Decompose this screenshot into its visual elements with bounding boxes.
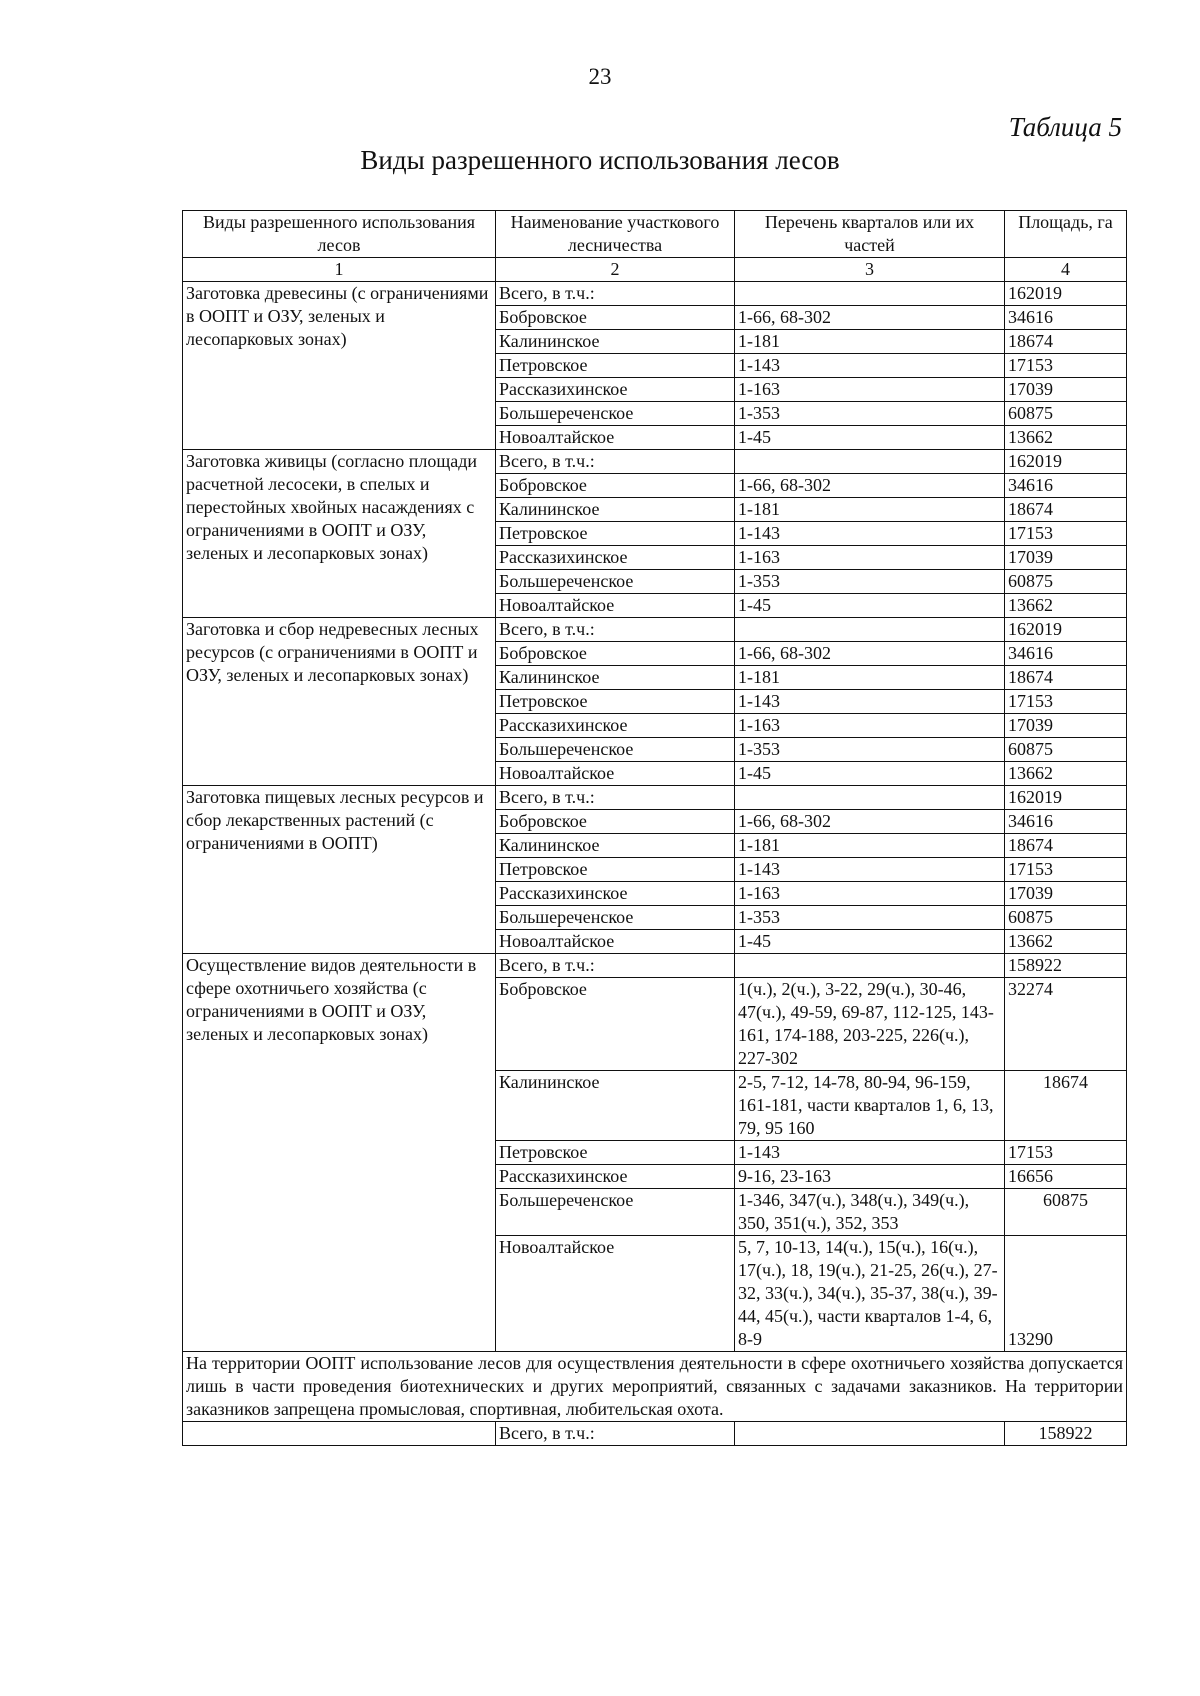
- forestry-cell: Большереченское: [496, 1189, 735, 1236]
- forestry-cell: Петровское: [496, 1141, 735, 1165]
- header-blocks: Перечень кварталов или их частей: [735, 211, 1005, 258]
- header-forestry: Наименование участкового лесничества: [496, 211, 735, 258]
- forestry-cell: Всего, в т.ч.:: [496, 618, 735, 642]
- header-use-type: Виды разрешенного использования лесов: [183, 211, 496, 258]
- area-cell: 17039: [1005, 546, 1127, 570]
- forestry-cell: Бобровское: [496, 978, 735, 1071]
- forestry-cell: Новоалтайское: [496, 426, 735, 450]
- blocks-cell: 1-143: [735, 858, 1005, 882]
- blocks-cell: 1-163: [735, 882, 1005, 906]
- forestry-cell: Новоалтайское: [496, 594, 735, 618]
- area-cell: 162019: [1005, 618, 1127, 642]
- blocks-cell: 1-181: [735, 330, 1005, 354]
- forestry-cell: Новоалтайское: [496, 762, 735, 786]
- area-cell: 17153: [1005, 1141, 1127, 1165]
- use-type-cell: Осуществление видов деятельности в сфере охотничьего хозяйства (с ограничениями в ООПТ и ОЗУ, зеленых и лесопарковых зонах): [183, 954, 496, 1352]
- table-row: [183, 786, 1127, 810]
- blocks-cell: 9-16, 23-163: [735, 1165, 1005, 1189]
- total-forestry-cell: Всего, в т.ч.:: [496, 1422, 735, 1446]
- blocks-cell: [735, 786, 1005, 810]
- forestry-cell: Бобровское: [496, 474, 735, 498]
- area-cell: 162019: [1005, 282, 1127, 306]
- column-number: 4: [1005, 258, 1127, 282]
- area-cell: 17153: [1005, 858, 1127, 882]
- area-cell: 60875: [1005, 738, 1127, 762]
- area-cell: 13290: [1005, 1236, 1127, 1352]
- header-area: Площадь, га: [1005, 211, 1127, 258]
- area-cell: 60875: [1005, 570, 1127, 594]
- blocks-cell: 1-353: [735, 402, 1005, 426]
- blocks-cell: 1-163: [735, 714, 1005, 738]
- forestry-cell: Бобровское: [496, 306, 735, 330]
- forestry-cell: Петровское: [496, 690, 735, 714]
- blocks-cell: 1-143: [735, 690, 1005, 714]
- area-cell: 18674: [1005, 1071, 1127, 1141]
- table-row: [183, 282, 1127, 306]
- total-area-cell: 158922: [1005, 1422, 1127, 1446]
- area-cell: 60875: [1005, 402, 1127, 426]
- forestry-cell: Всего, в т.ч.:: [496, 450, 735, 474]
- blocks-cell: 1-353: [735, 570, 1005, 594]
- table-row: [183, 954, 1127, 978]
- forestry-cell: Большереченское: [496, 738, 735, 762]
- blocks-cell: 1-45: [735, 930, 1005, 954]
- blocks-cell: 1-143: [735, 1141, 1005, 1165]
- blocks-cell: 1-353: [735, 738, 1005, 762]
- area-cell: 34616: [1005, 474, 1127, 498]
- blocks-cell: 1(ч.), 2(ч.), 3-22, 29(ч.), 30-46, 47(ч.), 49-59, 69-87, 112-125, 143-161, 174-188, 203-225, 226(ч.), 227-302: [735, 978, 1005, 1071]
- column-number-row: [183, 258, 1127, 282]
- forestry-cell: Бобровское: [496, 810, 735, 834]
- area-cell: 17039: [1005, 714, 1127, 738]
- area-cell: 13662: [1005, 930, 1127, 954]
- blocks-cell: 1-66, 68-302: [735, 810, 1005, 834]
- area-cell: 32274: [1005, 978, 1127, 1071]
- total-blocks-cell: [735, 1422, 1005, 1446]
- blocks-cell: [735, 954, 1005, 978]
- forestry-cell: Всего, в т.ч.:: [496, 786, 735, 810]
- table-row: [183, 618, 1127, 642]
- blocks-cell: 1-66, 68-302: [735, 642, 1005, 666]
- forestry-cell: Калининское: [496, 666, 735, 690]
- blocks-cell: 2-5, 7-12, 14-78, 80-94, 96-159, 161-181, части кварталов 1, 6, 13, 79, 95 160: [735, 1071, 1005, 1141]
- forestry-cell: Рассказихинское: [496, 882, 735, 906]
- blocks-cell: 1-66, 68-302: [735, 474, 1005, 498]
- use-type-cell: Заготовка живицы (согласно площади расчетной лесосеки, в спелых и перестойных хвойных насаждениях с ограничениями в ООПТ и ОЗУ, зеленых и лесопарковых зонах): [183, 450, 496, 618]
- blocks-cell: 1-143: [735, 522, 1005, 546]
- forestry-cell: Большереченское: [496, 570, 735, 594]
- area-cell: 34616: [1005, 642, 1127, 666]
- column-number: 2: [496, 258, 735, 282]
- area-cell: 18674: [1005, 666, 1127, 690]
- total-row: [183, 1422, 1127, 1446]
- table-label: Таблица 5: [1008, 112, 1122, 142]
- blocks-cell: 1-346, 347(ч.), 348(ч.), 349(ч.), 350, 351(ч.), 352, 353: [735, 1189, 1005, 1236]
- area-cell: 34616: [1005, 306, 1127, 330]
- forestry-cell: Калининское: [496, 498, 735, 522]
- blocks-cell: 1-181: [735, 834, 1005, 858]
- blocks-cell: 1-45: [735, 426, 1005, 450]
- area-cell: 17039: [1005, 378, 1127, 402]
- blocks-cell: 1-163: [735, 546, 1005, 570]
- use-type-cell: Заготовка древесины (с ограничениями в ООПТ и ОЗУ, зеленых и лесопарковых зонах): [183, 282, 496, 450]
- blocks-cell: 1-143: [735, 354, 1005, 378]
- area-cell: 18674: [1005, 834, 1127, 858]
- column-number: 1: [183, 258, 496, 282]
- area-cell: 60875: [1005, 1189, 1127, 1236]
- document-title: Виды разрешенного использования лесов: [360, 145, 840, 175]
- area-cell: 16656: [1005, 1165, 1127, 1189]
- column-number: 3: [735, 258, 1005, 282]
- blocks-cell: 1-163: [735, 378, 1005, 402]
- forestry-cell: Новоалтайское: [496, 1236, 735, 1352]
- area-cell: 17153: [1005, 354, 1127, 378]
- area-cell: 17153: [1005, 522, 1127, 546]
- area-cell: 13662: [1005, 594, 1127, 618]
- total-label-cell: [183, 1422, 496, 1446]
- area-cell: 18674: [1005, 330, 1127, 354]
- area-cell: 18674: [1005, 498, 1127, 522]
- blocks-cell: [735, 282, 1005, 306]
- area-cell: 13662: [1005, 762, 1127, 786]
- forestry-cell: Калининское: [496, 1071, 735, 1141]
- blocks-cell: [735, 618, 1005, 642]
- area-cell: 162019: [1005, 786, 1127, 810]
- blocks-cell: 1-181: [735, 666, 1005, 690]
- forestry-cell: Калининское: [496, 330, 735, 354]
- area-cell: 162019: [1005, 450, 1127, 474]
- blocks-cell: 1-66, 68-302: [735, 306, 1005, 330]
- forestry-cell: Калининское: [496, 834, 735, 858]
- area-cell: 60875: [1005, 906, 1127, 930]
- area-cell: 17153: [1005, 690, 1127, 714]
- forestry-cell: Бобровское: [496, 642, 735, 666]
- blocks-cell: 1-181: [735, 498, 1005, 522]
- blocks-cell: [735, 450, 1005, 474]
- header-row: [183, 211, 1127, 258]
- forestry-cell: Петровское: [496, 354, 735, 378]
- forestry-cell: Петровское: [496, 522, 735, 546]
- forestry-cell: Рассказихинское: [496, 1165, 735, 1189]
- forestry-cell: Всего, в т.ч.:: [496, 954, 735, 978]
- note-row: [183, 1352, 1127, 1422]
- use-type-cell: Заготовка пищевых лесных ресурсов и сбор лекарственных растений (с ограничениями в ООПТ): [183, 786, 496, 954]
- table-row: [183, 450, 1127, 474]
- forestry-cell: Рассказихинское: [496, 546, 735, 570]
- forest-use-table: [182, 210, 1127, 1446]
- blocks-cell: 1-45: [735, 762, 1005, 786]
- forestry-cell: Рассказихинское: [496, 714, 735, 738]
- forestry-cell: Всего, в т.ч.:: [496, 282, 735, 306]
- note-text: На территории ООПТ использование лесов для осуществления деятельности в сфере охотничьего хозяйства допускается лишь в части проведения биотехнических и других мероприятий, связанных с задачами заказников. На территории заказников запрещена промысловая, спортивная, любительская охота.: [183, 1352, 1127, 1422]
- page-number: 23: [588, 64, 612, 89]
- forestry-cell: Петровское: [496, 858, 735, 882]
- area-cell: 13662: [1005, 426, 1127, 450]
- area-cell: 17039: [1005, 882, 1127, 906]
- blocks-cell: 5, 7, 10-13, 14(ч.), 15(ч.), 16(ч.), 17(ч.), 18, 19(ч.), 21-25, 26(ч.), 27-32, 33(ч.), 34(ч.), 35-37, 38(ч.), 39-44, 45(ч.), части кварталов 1-4, 6, 8-9: [735, 1236, 1005, 1352]
- forestry-cell: Новоалтайское: [496, 930, 735, 954]
- blocks-cell: 1-45: [735, 594, 1005, 618]
- area-cell: 158922: [1005, 954, 1127, 978]
- blocks-cell: 1-353: [735, 906, 1005, 930]
- area-cell: 34616: [1005, 810, 1127, 834]
- use-type-cell: Заготовка и сбор недревесных лесных ресурсов (с ограничениями в ООПТ и ОЗУ, зеленых и лесопарковых зонах): [183, 618, 496, 786]
- forestry-cell: Большереченское: [496, 402, 735, 426]
- forestry-cell: Рассказихинское: [496, 378, 735, 402]
- forestry-cell: Большереченское: [496, 906, 735, 930]
